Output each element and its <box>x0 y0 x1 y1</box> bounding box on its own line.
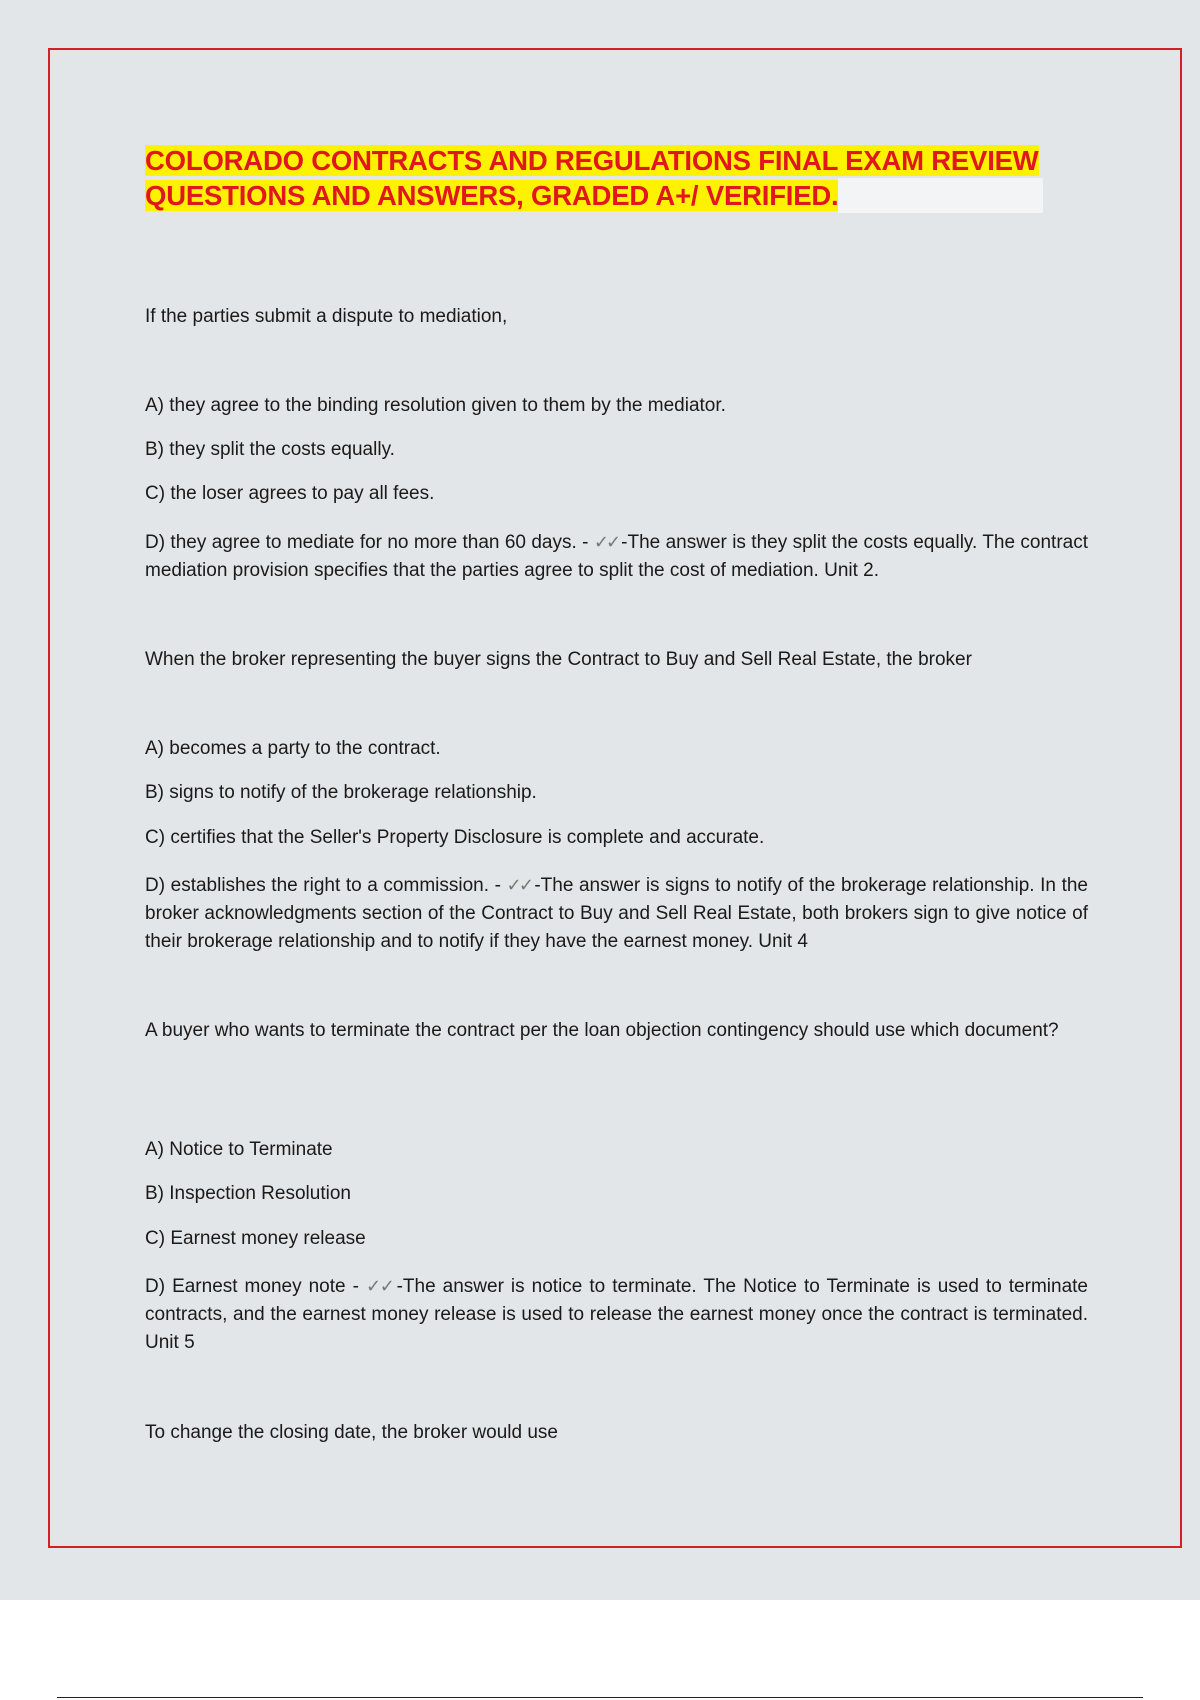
title-highlight-tail <box>838 178 1043 213</box>
question-1-option-a: A) they agree to the binding resolution given to them by the mediator. <box>145 395 726 416</box>
title-line-2: QUESTIONS AND ANSWERS, GRADED A+/ VERIFIED. <box>145 180 839 211</box>
question-1-option-b: B) they split the costs equally. <box>145 439 395 460</box>
question-3-text: A buyer who wants to terminate the contract per the loan objection contingency should use which document? <box>145 1020 1059 1041</box>
question-2-text: When the broker representing the buyer signs the Contract to Buy and Sell Real Estate, the broker <box>145 649 972 670</box>
question-2-option-d-answer <box>145 871 1088 956</box>
question-1-text: If the parties submit a dispute to mediation, <box>145 306 508 327</box>
question-3-option-d: D) Earnest money note - <box>145 1276 359 1297</box>
footer-divider <box>57 1697 1143 1698</box>
double-check-icon: ✓✓ <box>593 532 619 552</box>
document-title <box>145 143 1090 213</box>
question-2-option-c: C) certifies that the Seller's Property Disclosure is complete and accurate. <box>145 827 765 848</box>
question-3-option-d-answer <box>145 1272 1088 1357</box>
double-check-icon: ✓✓ <box>506 875 532 895</box>
question-3-answer: -The answer is notice to terminate. The Notice to Terminate is used to terminate contracts, and the earnest money release is used to release the earnest money once the contract is terminated. Unit 5 <box>145 1276 1088 1353</box>
question-2-option-a: A) becomes a party to the contract. <box>145 738 441 759</box>
question-4-text: To change the closing date, the broker would use <box>145 1422 558 1443</box>
question-3-option-a: A) Notice to Terminate <box>145 1139 333 1160</box>
question-2-option-b: B) signs to notify of the brokerage relationship. <box>145 782 537 803</box>
question-1-option-d: D) they agree to mediate for no more than 60 days. - <box>145 532 589 553</box>
question-1-answer: -The answer is they split the costs equally. The contract mediation provision specifies that the parties agree to split the cost of mediation. Unit 2. <box>145 532 1089 581</box>
question-3-option-c: C) Earnest money release <box>145 1228 366 1249</box>
question-1-option-d-answer <box>145 528 1088 585</box>
question-3-option-b: B) Inspection Resolution <box>145 1183 351 1204</box>
question-2-answer: -The answer is signs to notify of the brokerage relationship. In the broker acknowledgments section of the Contract to Buy and Sell Real Estate, both brokers sign to give notice of their brokerage relationship and to notify if they have the earnest money. Unit 4 <box>145 875 1088 952</box>
double-check-icon: ✓✓ <box>365 1276 394 1296</box>
title-line-1: COLORADO CONTRACTS AND REGULATIONS FINAL EXAM REVIEW <box>145 145 1039 176</box>
question-2-option-d: D) establishes the right to a commission. - <box>145 875 501 896</box>
question-1-option-c: C) the loser agrees to pay all fees. <box>145 483 435 504</box>
